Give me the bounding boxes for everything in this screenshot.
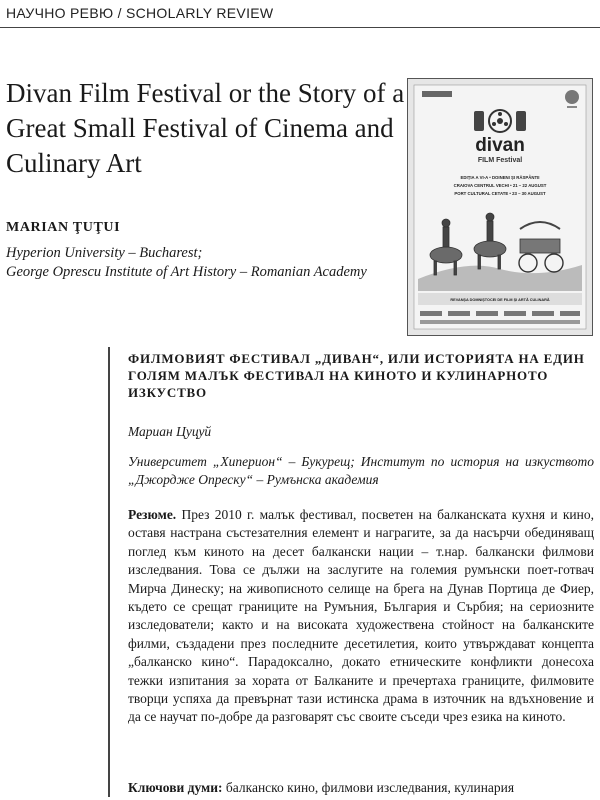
poster-subtitle: FILM Festival <box>477 157 523 164</box>
bg-author: Мариан Цуцуй <box>128 424 212 439</box>
article-title: Divan Film Festival or the Story of a Great Small Festival of Cinema and Culinary Art <box>6 78 405 178</box>
poster-line-2: CRAIOVA CENTRUL VECHI • 21 – 22 AUGUST <box>453 183 547 188</box>
section-header <box>0 0 600 28</box>
poster-artwork <box>408 79 592 335</box>
keywords-text: балканско кино, филмови изследвания, кулинария <box>222 780 515 795</box>
affiliation-line-1: Hyperion University – Bucharest; <box>6 245 203 261</box>
article-author: MARIAN ŢUŢUI <box>6 220 121 235</box>
keywords-line <box>128 779 594 797</box>
poster-logo-text: divan <box>475 135 525 156</box>
poster-line-1: EDIȚIA A VI-A • DOINENI ȘI RĂSPÂNTII <box>460 175 540 180</box>
city-crest-icon <box>565 90 579 104</box>
bg-affiliation: Университет „Хиперион“ – Букурещ; Институт по история на изкуството „Джордже Опреску“ – Румънска академия <box>128 454 594 487</box>
festival-poster-image <box>407 78 593 336</box>
affiliation-line-2: George Oprescu Institute of Art History – Romanian Academy <box>6 264 367 280</box>
keywords-label: Ключови думи: <box>128 780 223 795</box>
poster-footer: REVANȘA DOMNIȘTOCEI DE FILM ȘI ARTĂ CULINARĂ <box>450 298 550 302</box>
column-divider <box>108 347 110 797</box>
abstract-paragraph <box>128 506 594 727</box>
abstract-label: Резюме. <box>128 507 177 522</box>
bg-title: ФИЛМОВИЯТ ФЕСТИВАЛ „ДИВАН“, ИЛИ ИСТОРИЯТА НА ЕДИН ГОЛЯМ МАЛЪК ФЕСТИВАЛ НА КИНОТО И КУЛИНАРНОТО ИЗКУСТВО <box>128 351 585 400</box>
abstract-text: През 2010 г. малък фестивал, посветен на балканската кухня и кино, оставя настрана състезателния елемент и награгите, за да насърчи обединяващ поглед към киното на десет балкански нации – т.нар. балкански филмови изследвания. Това се дължи на заслугите на големия румънски поет-готвач Мирча Динеску; на живописното селище на брега на Дунав Портица де Фиер, където се срещат границите на Румъния, България и Сърбия; на сериозните изследователи; както и на високата художествена стойност на балканските филми, създадени през последните десетилетия, които утвърждават концепта „балканско кино“. Парадоксално, докато етническите конфликти донесоха тежки изпитания за хората от Балканите и пречертаха границите, филмовите творци успяха да превърнат тази истинска драма в източник на вдъхновение и да се научат по-добре да разговарят със своите съседи чрез езика на киното. <box>128 507 594 725</box>
section-label: НАУЧНО РЕВЮ / SCHOLARLY REVIEW <box>6 5 274 21</box>
sponsor-logo-icon <box>422 91 452 97</box>
poster-line-3: PORT CULTURAL CETATE • 23 – 30 AUGUST <box>454 191 546 196</box>
author-affiliation <box>6 244 396 282</box>
